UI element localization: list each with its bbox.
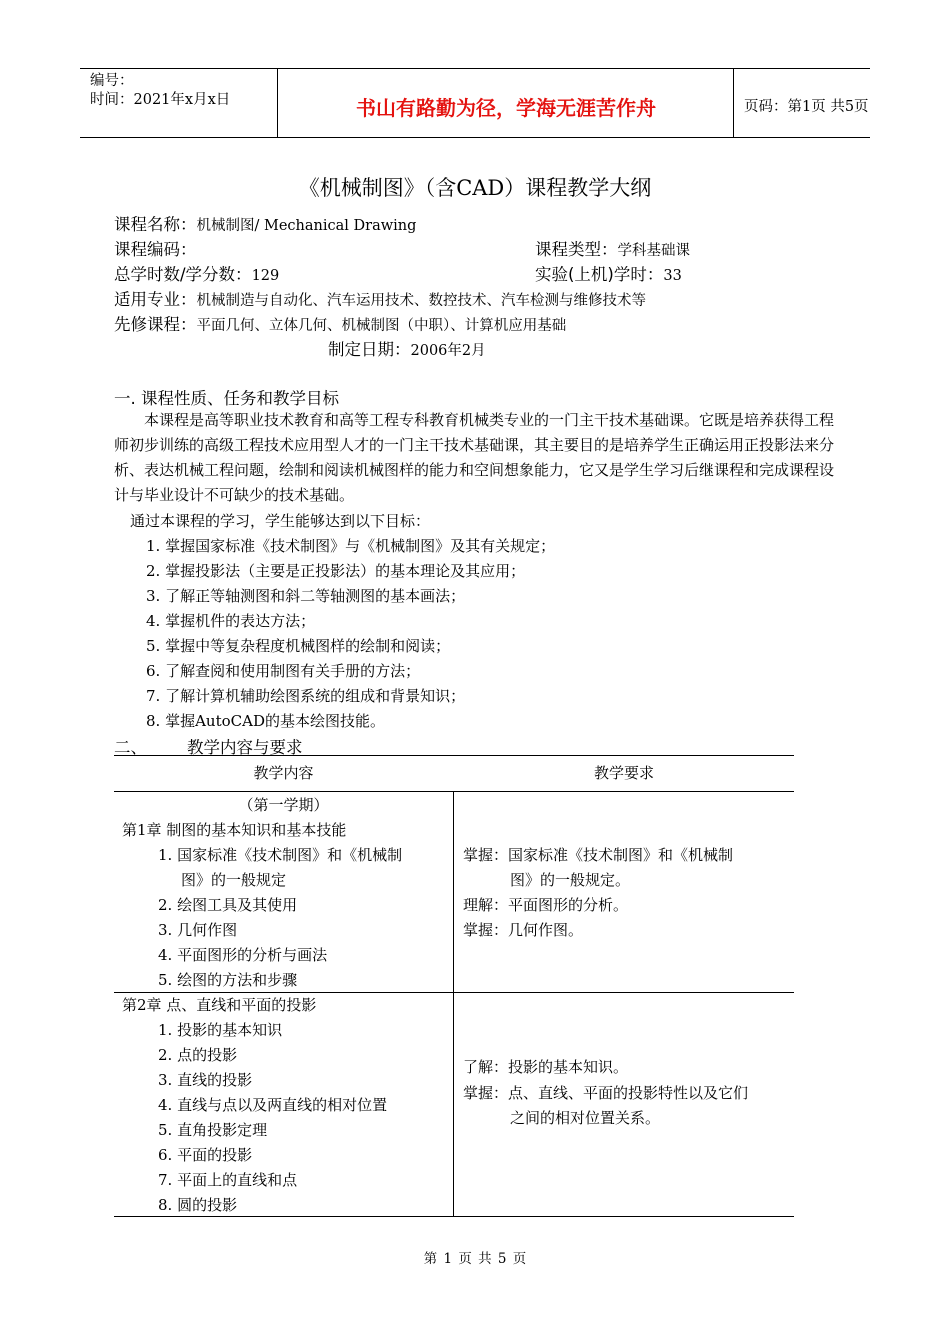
page-footer: 第 1 页 共 5 页 xyxy=(423,1251,527,1267)
requirement-line: 图》的一般规定。 xyxy=(510,871,631,889)
chapter-item: 5. 直角投影定理 xyxy=(158,1121,268,1139)
table-header-content: 教学内容 xyxy=(253,764,314,782)
goal-item: 5. 掌握中等复杂程度机械图样的绘制和阅读； xyxy=(146,637,451,655)
goal-item: 4. 掌握机件的表达方法； xyxy=(146,612,316,630)
course-hours-key: 总学时数/学分数： xyxy=(114,265,252,284)
header-meta xyxy=(80,69,278,137)
goal-item: 8. 掌握AutoCAD的基本绘图技能。 xyxy=(146,712,385,730)
table-column-divider xyxy=(453,791,454,1216)
chapter-title: 第1章 制图的基本知识和基本技能 xyxy=(122,821,347,839)
chapter-item: 7. 平面上的直线和点 xyxy=(158,1171,298,1189)
chapter-item: 1. 投影的基本知识 xyxy=(158,1021,283,1039)
issue-date-key: 制定日期： xyxy=(328,340,411,359)
chapter-item: 4. 直线与点以及两直线的相对位置 xyxy=(158,1096,388,1114)
goals-intro: 通过本课程的学习，学生能够达到以下目标： xyxy=(130,512,431,530)
goal-item: 2. 掌握投影法（主要是正投影法）的基本理论及其应用； xyxy=(146,562,526,580)
chapter-item: 4. 平面图形的分析与画法 xyxy=(158,946,328,964)
requirement-line: 之间的相对位置关系。 xyxy=(510,1109,661,1127)
semester-label: （第一学期） xyxy=(238,796,329,814)
course-prereqs-value: 平面几何、立体几何、机械制图（中职）、计算机应用基础 xyxy=(196,318,567,334)
chapter-item: 1. 国家标准《技术制图》和《机械制 xyxy=(158,846,403,864)
course-hours xyxy=(114,261,279,285)
chapter-title: 第2章 点、直线和平面的投影 xyxy=(122,996,317,1014)
requirement-line: 理解：平面图形的分析。 xyxy=(463,896,629,914)
course-prereqs-key: 先修课程： xyxy=(114,315,197,334)
goal-item: 7. 了解计算机辅助绘图系统的组成和背景知识； xyxy=(146,687,466,705)
time-label: 时间：2021年x月x日 xyxy=(90,92,231,108)
course-majors-value: 机械制造与自动化、汽车运用技术、数控技术、汽车检测与维修技术等 xyxy=(196,293,646,309)
requirement-line: 了解：投影的基本知识。 xyxy=(463,1058,629,1076)
requirement-line: 掌握：国家标准《技术制图》和《机械制 xyxy=(463,846,734,864)
section1-heading: 一. 课程性质、任务和教学目标 xyxy=(114,389,339,408)
section2-title: 教学内容与要求 xyxy=(187,738,303,757)
page-header xyxy=(80,68,870,138)
course-majors xyxy=(114,286,646,310)
section2-number: 二、 xyxy=(114,738,147,757)
requirement-line: 掌握：点、直线、平面的投影特性以及它们 xyxy=(463,1084,749,1102)
goal-item: 3. 了解正等轴测图和斜二等轴测图的基本画法； xyxy=(146,587,466,605)
course-type xyxy=(535,236,690,260)
requirement-line: 掌握：几何作图。 xyxy=(463,921,584,939)
number-label: 编号： xyxy=(90,73,134,89)
table-rule xyxy=(114,755,794,756)
lab-hours xyxy=(535,261,682,285)
chapter-item: 6. 平面的投影 xyxy=(158,1146,253,1164)
table-header-requirements: 教学要求 xyxy=(593,764,654,782)
course-hours-value: 129 xyxy=(251,268,280,284)
header-motto: 书山有路勤为径，学海无涯苦作舟 xyxy=(279,69,734,137)
course-code-key: 课程编码： xyxy=(114,240,197,259)
course-name-key: 课程名称： xyxy=(114,215,197,234)
chapter-item: 2. 点的投影 xyxy=(158,1046,238,1064)
chapter-item: 3. 几何作图 xyxy=(158,921,238,939)
chapter-item: 8. 圆的投影 xyxy=(158,1196,238,1214)
course-prereqs xyxy=(114,311,566,335)
course-type-key: 课程类型： xyxy=(535,240,618,259)
document-title: 《机械制图》（含CAD）课程教学大纲 xyxy=(298,176,652,200)
table-rule xyxy=(114,791,794,792)
lab-hours-value: 33 xyxy=(663,268,682,284)
chapter-item: 5. 绘图的方法和步骤 xyxy=(158,971,298,989)
course-type-value: 学科基础课 xyxy=(617,243,690,259)
chapter-item: 3. 直线的投影 xyxy=(158,1071,253,1089)
goal-item: 1. 掌握国家标准《技术制图》与《机械制图》及其有关规定； xyxy=(146,537,556,555)
course-name xyxy=(114,211,416,235)
issue-date-value: 2006年2月 xyxy=(410,343,486,359)
issue-date xyxy=(328,336,486,360)
goal-item: 6. 了解查阅和使用制图有关手册的方法； xyxy=(146,662,421,680)
chapter-item: 图》的一般规定 xyxy=(181,871,287,889)
chapter-item: 2. 绘图工具及其使用 xyxy=(158,896,298,914)
lab-hours-key: 实验(上机)学时： xyxy=(535,265,664,284)
header-page-info: 页码：第1页 共5页 xyxy=(744,98,869,115)
section1-paragraph: 本课程是高等职业技术教育和高等工程专科教育机械类专业的一门主干技术基础课。它既是培养获得工程师初步训练的高级工程技术应用型人才的一门主干技术基础课，其主要目的是培养学生正确运用正投影法来分析、表达机械工程问题，绘制和阅读机械图样的能力和空间想象能力，它又是学生学习后继课程和完成课程设计与毕业设计不可缺少的技术基础。 xyxy=(114,411,835,504)
course-name-value: 机械制图/ Mechanical Drawing xyxy=(196,218,417,234)
course-majors-key: 适用专业： xyxy=(114,290,197,309)
course-code xyxy=(114,236,197,260)
